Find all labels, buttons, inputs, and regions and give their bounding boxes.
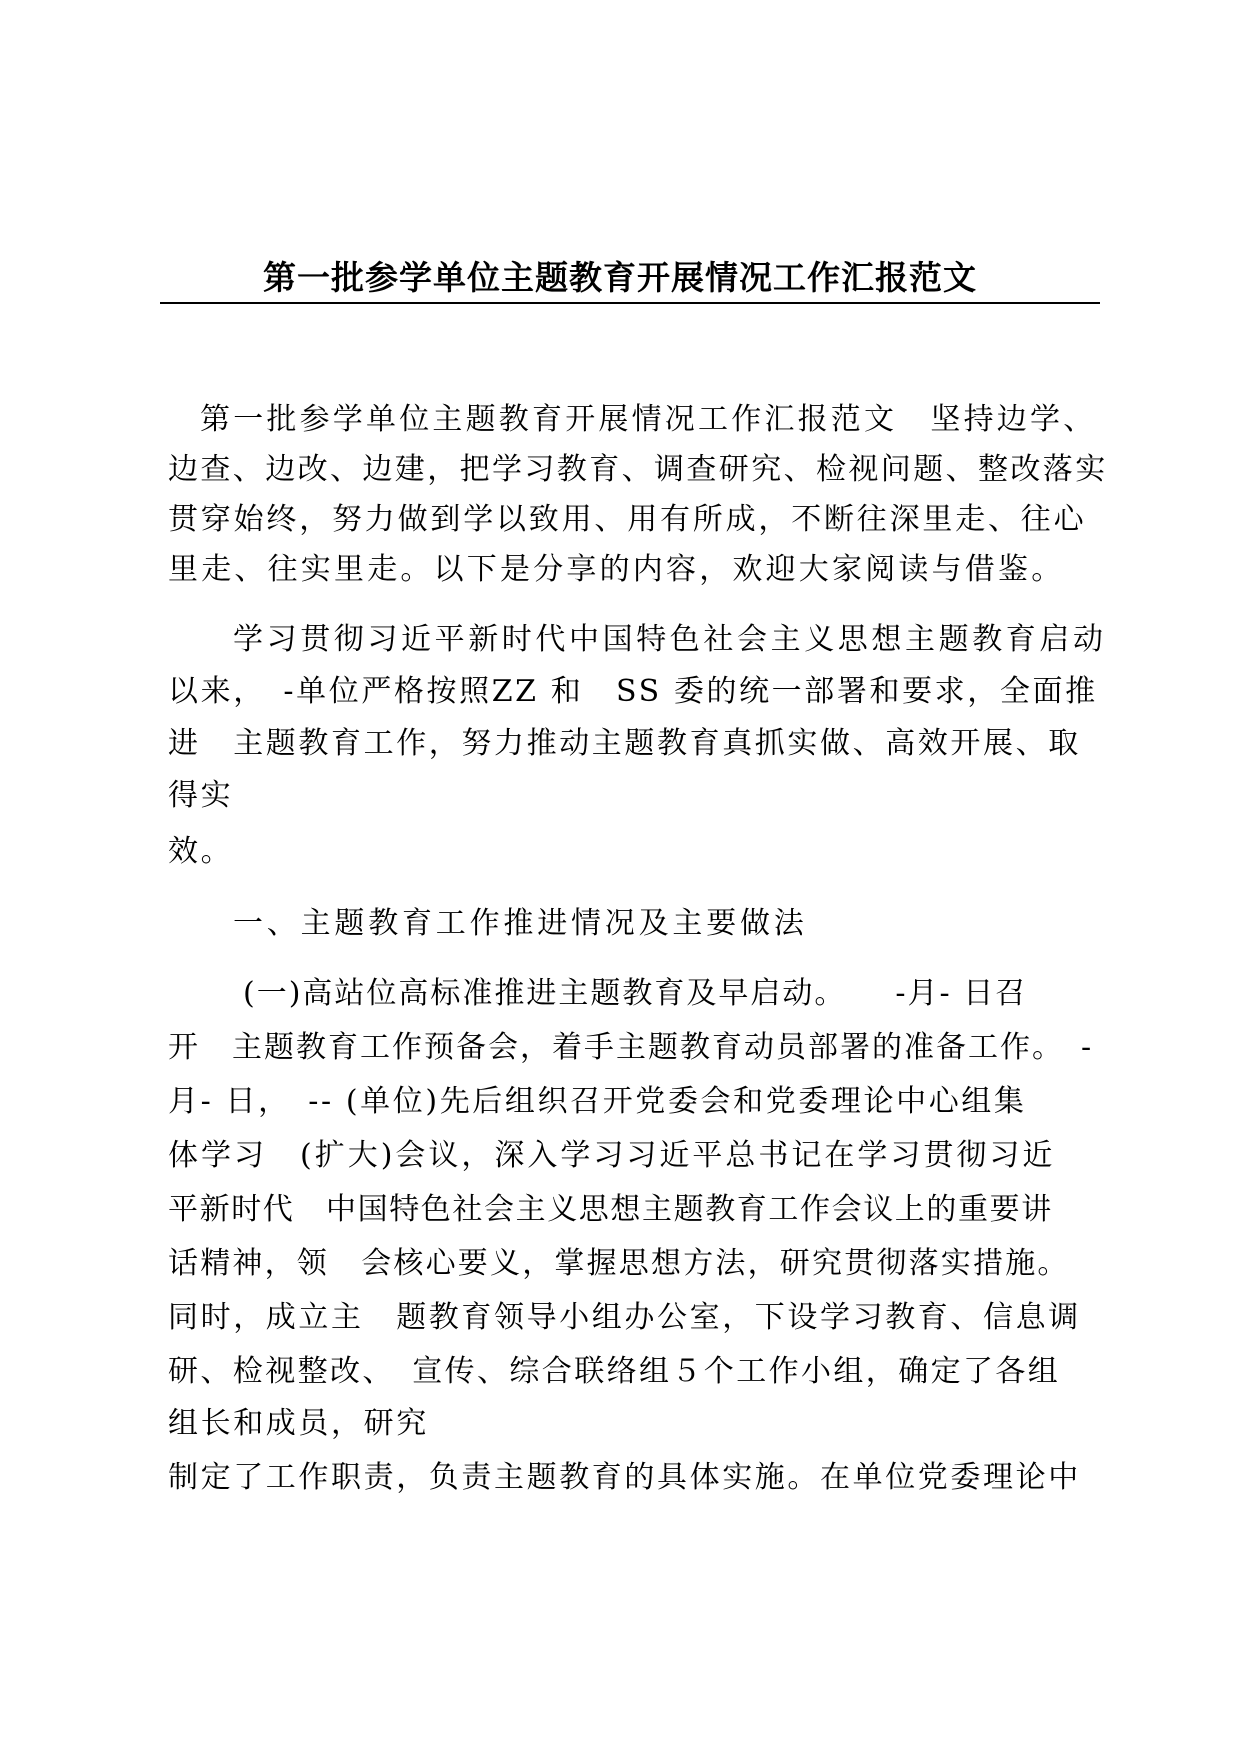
body-line: 开 主题教育工作预备会，着手主题教育动员部署的准备工作。 - bbox=[168, 1030, 1094, 1065]
body-line: 贯穿始终，努力做到学以致用、用有所成，不断往深里走、往心 bbox=[168, 502, 1087, 537]
title-underline bbox=[160, 302, 1100, 304]
subsection-heading: (一)高站位高标准推进主题教育及早启动。 -月- 日召 bbox=[243, 976, 1028, 1011]
document-title: 第一批参学单位主题教育开展情况工作汇报范文 bbox=[263, 258, 977, 297]
body-line: 组长和成员，研究 bbox=[168, 1406, 429, 1441]
body-line: 第一批参学单位主题教育开展情况工作汇报范文 坚持边学、 bbox=[200, 402, 1097, 437]
body-line: 制定了工作职责，负责主题教育的具体实施。在单位党委理论中 bbox=[168, 1460, 1081, 1495]
body-line: 话精神，领 会核心要义，掌握思想方法，研究贯彻落实措施。 bbox=[168, 1246, 1070, 1281]
body-line: 同时，成立主 题教育领导小组办公室，下设学习教育、信息调 bbox=[168, 1300, 1081, 1335]
body-line: 体学习 (扩大)会议，深入学习习近平总书记在学习贯彻习近 bbox=[168, 1138, 1056, 1173]
body-line: 学习贯彻习近平新时代中国特色社会主义思想主题教育启动 bbox=[233, 622, 1107, 657]
section-heading: 一、主题教育工作推进情况及主要做法 bbox=[233, 906, 808, 941]
body-line: 以来， -单位严格按照ZZ 和 SS 委的统一部署和要求，全面推 bbox=[168, 674, 1098, 709]
body-line: 平新时代 中国特色社会主义思想主题教育工作会议上的重要讲 bbox=[168, 1192, 1053, 1227]
body-line: 进 主题教育工作，努力推动主题教育真抓实做、高效开展、取 bbox=[168, 726, 1081, 761]
body-line: 里走、往实里走。以下是分享的内容，欢迎大家阅读与借鉴。 bbox=[168, 552, 1065, 587]
body-line: 效。 bbox=[168, 834, 234, 869]
body-line: 月- 日， -- (单位)先后组织召开党委会和党委理论中心组集 bbox=[168, 1084, 1027, 1119]
body-line: 研、检视整改、 宣传、综合联络组５个工作小组，确定了各组 bbox=[168, 1354, 1061, 1389]
body-line: 边查、边改、边建，把学习教育、调查研究、检视问题、整改落实 bbox=[168, 452, 1108, 487]
body-line: 得实 bbox=[168, 778, 234, 813]
